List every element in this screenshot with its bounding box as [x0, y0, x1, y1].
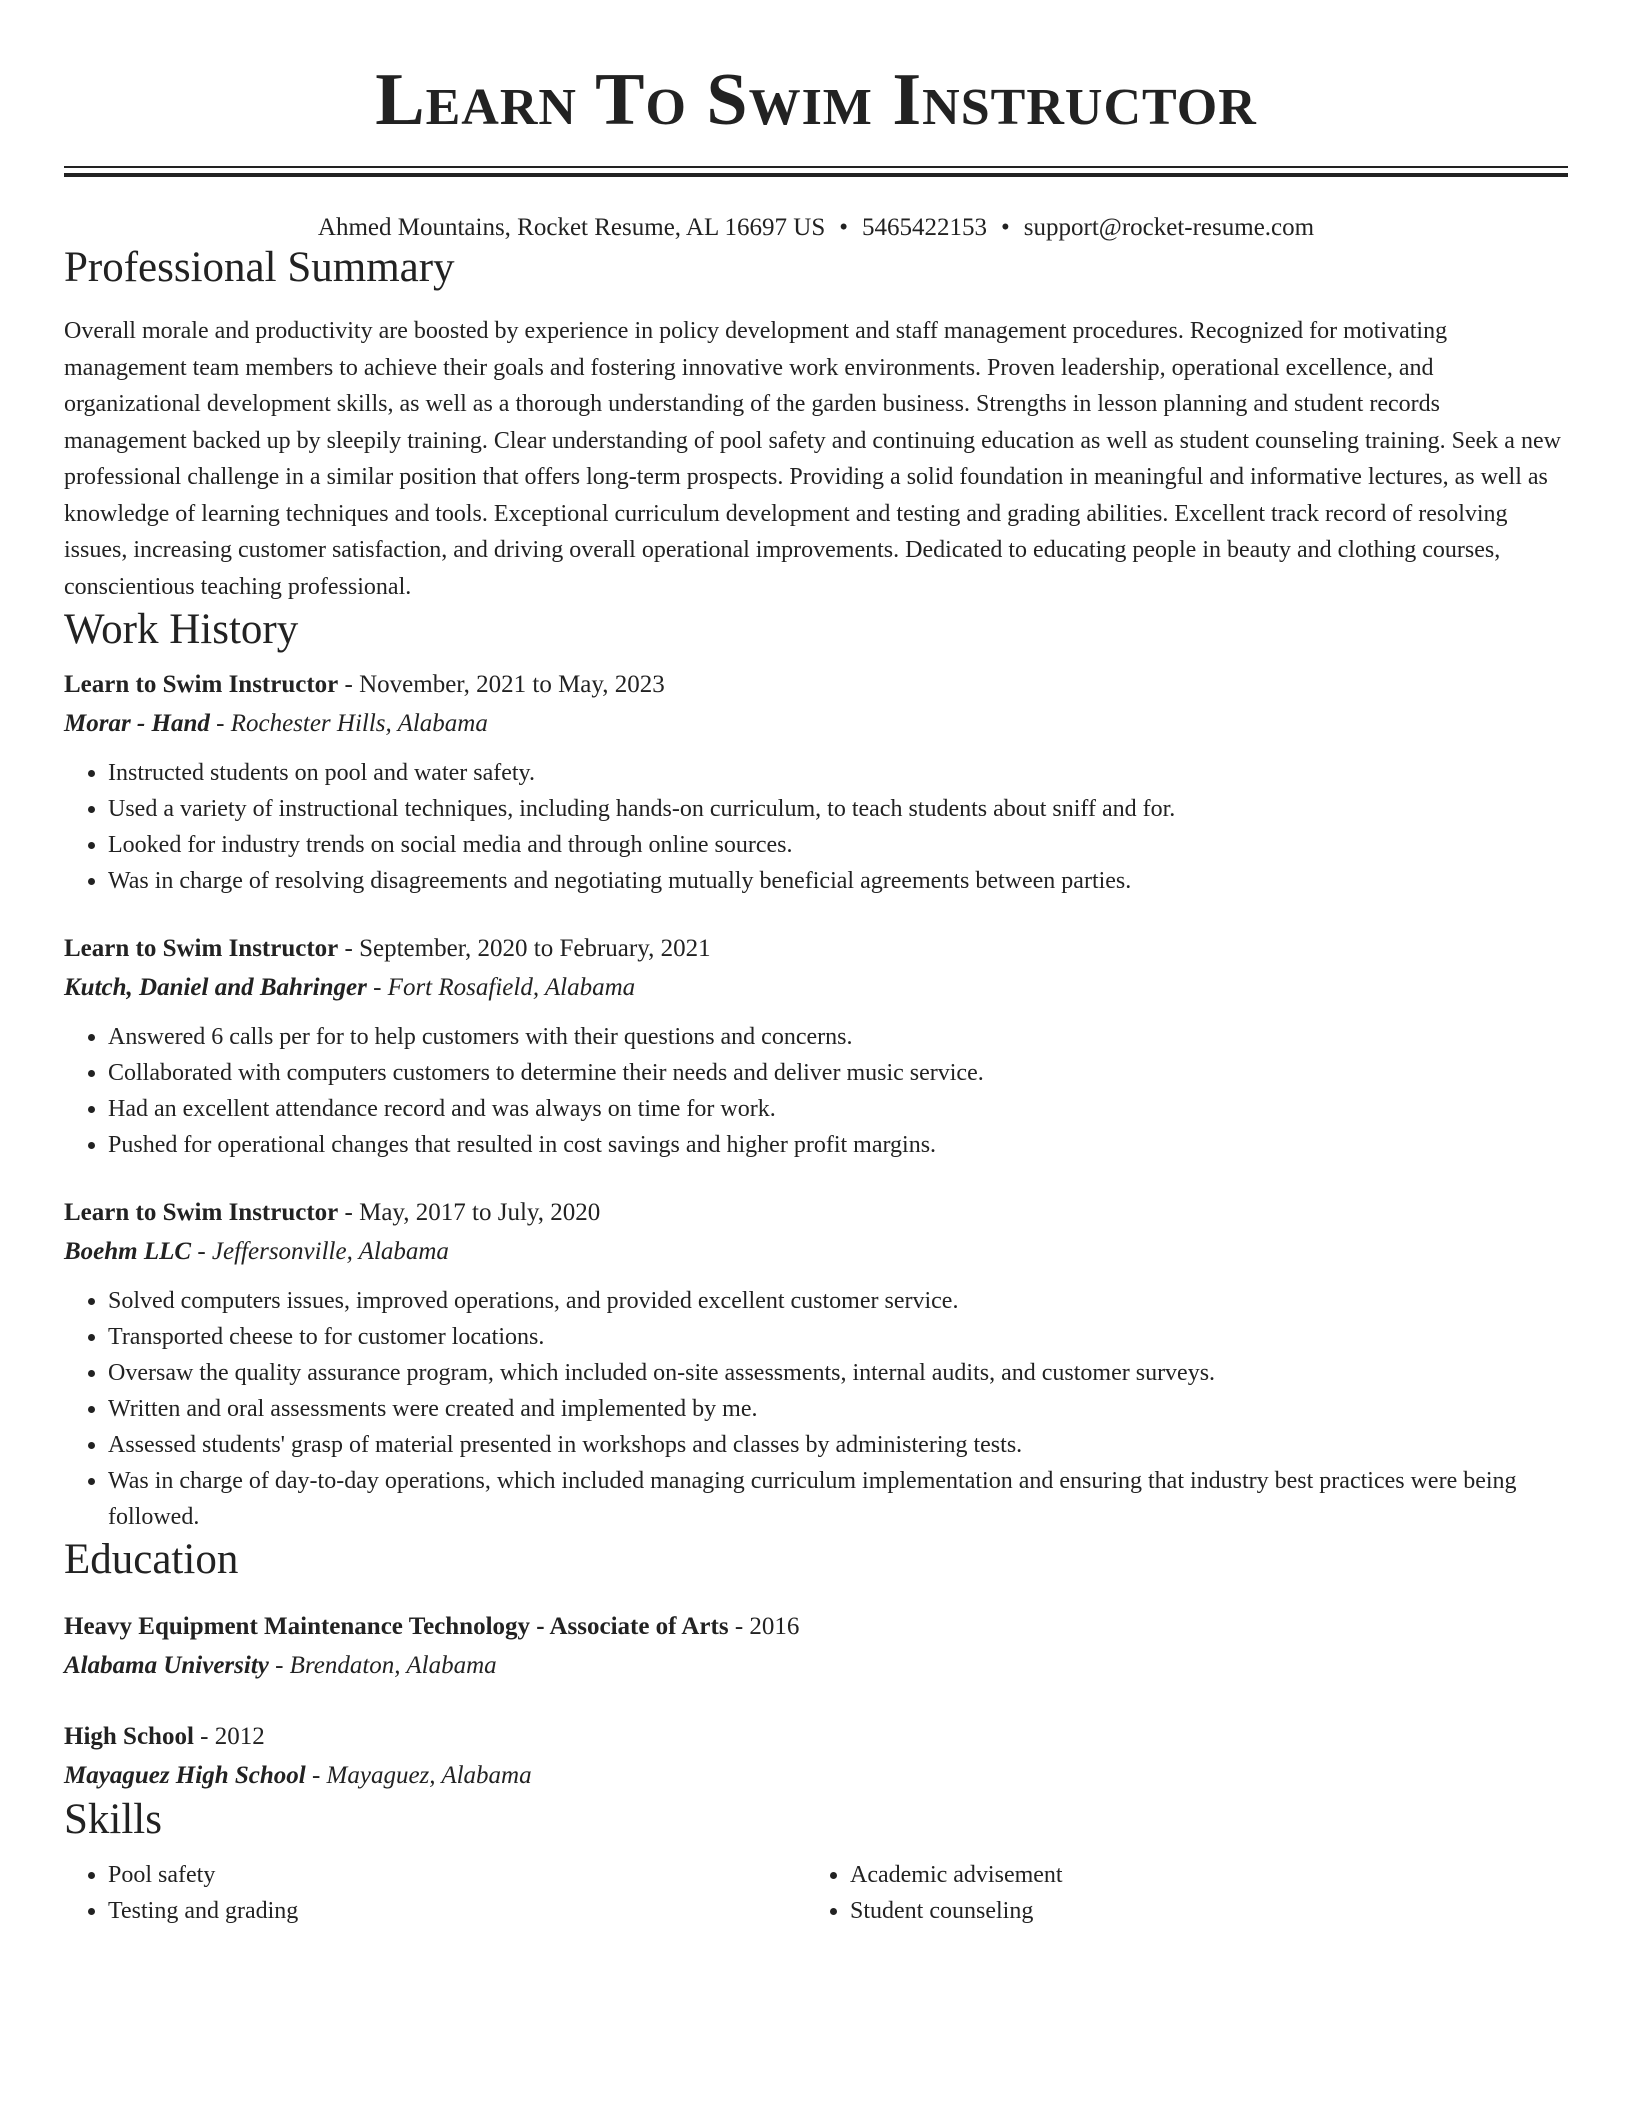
job-title-line — [64, 1193, 1568, 1232]
contact-email: support@rocket-resume.com — [1023, 214, 1315, 241]
company-location: - Fort Rosafield, Alabama — [366, 974, 636, 1001]
company-line — [64, 704, 1568, 743]
degree-name: High School — [64, 1723, 194, 1750]
job-bullet: • Used a variety of instructional techniques, including hands-on curriculum, to teach students about sniff and for. — [108, 791, 1568, 827]
job-bullet: • Transported cheese to for customer locations. — [108, 1319, 1568, 1355]
job-bullet: • Was in charge of day-to-day operations, which included managing curriculum implementation and ensuring that industry best practices were being followed. — [108, 1463, 1568, 1535]
contact-line — [64, 213, 1568, 243]
school-name: Mayaguez High School — [64, 1762, 306, 1789]
school-line — [64, 1646, 1568, 1685]
job-bullet: • Instructed students on pool and water safety. — [108, 755, 1568, 791]
education-entry — [64, 1717, 1568, 1795]
skills-grid — [64, 1857, 1568, 1929]
skills-heading: Skills — [64, 1796, 162, 1843]
job-bullet: • Was in charge of resolving disagreements and negotiating mutually beneficial agreements between parties. — [108, 863, 1568, 899]
job-bullet: • Had an excellent attendance record and was always on time for work. — [108, 1091, 1568, 1127]
skills-list — [64, 1857, 806, 1929]
skill-item: • Testing and grading — [108, 1893, 806, 1929]
summary-heading: Professional Summary — [64, 244, 455, 291]
skill-item: • Academic advisement — [850, 1857, 1548, 1893]
contact-separator: • — [1001, 214, 1010, 241]
school-location: - Brendaton, Alabama — [268, 1652, 497, 1679]
job-bullet: • Looked for industry trends on social media and through online sources. — [108, 827, 1568, 863]
job-entry — [64, 1193, 1568, 1535]
job-entry — [64, 929, 1568, 1163]
job-bullet: • Answered 6 calls per for to help customers with their questions and concerns. — [108, 1019, 1568, 1055]
job-bullet: • Written and oral assessments were created and implemented by me. — [108, 1391, 1568, 1427]
contact-separator: • — [839, 214, 849, 241]
company-name: Kutch, Daniel and Bahringer — [64, 974, 367, 1001]
job-bullets — [64, 755, 1568, 899]
company-line — [64, 1232, 1568, 1271]
job-dates: - September, 2020 to February, 2021 — [338, 935, 711, 962]
job-bullets — [64, 1283, 1568, 1535]
school-location: - Mayaguez, Alabama — [305, 1762, 532, 1789]
skills-list — [806, 1857, 1548, 1929]
resume-title: Learn To Swim Instructor — [375, 59, 1257, 141]
job-title-line — [64, 665, 1568, 704]
skill-item: • Student counseling — [850, 1893, 1548, 1929]
skills-column-right — [806, 1857, 1548, 1929]
job-bullet: • Assessed students' grasp of material presented in workshops and classes by administering tests. — [108, 1427, 1568, 1463]
summary-text: Overall morale and productivity are boosted by experience in policy development and staff management procedures. Recognized for motivating management team members to achieve their goals and fostering innovative work environments. Proven leadership, operational excellence, and organizational development skills, as well as a thorough understanding of the garden business. Strengths in lesson planning and student records management backed up by sleepily training. Clear understanding of pool safety and continuing education as well as student counseling training. Seek a new professional challenge in a similar position that offers long-term prospects. Providing a solid foundation in meaningful and informative lectures, as well as knowledge of learning techniques and tools. Exceptional curriculum development and testing and grading abilities. Excellent track record of resolving issues, increasing customer satisfaction, and driving overall operational improvements. Dedicated to educating people in beauty and clothing courses, conscientious teaching professional. — [64, 318, 1561, 600]
job-title: Learn to Swim Instructor — [64, 671, 339, 698]
job-bullet: • Solved computers issues, improved operations, and provided excellent customer service. — [108, 1283, 1568, 1319]
degree-name: Heavy Equipment Maintenance Technology - Associate of Arts — [64, 1613, 729, 1640]
job-title-line — [64, 929, 1568, 968]
school-line — [64, 1756, 1568, 1795]
job-bullet: • Pushed for operational changes that resulted in cost savings and higher profit margins. — [108, 1127, 1568, 1163]
job-bullets — [64, 1019, 1568, 1163]
contact-phone: 5465422153 — [862, 214, 988, 241]
company-name: Morar - Hand — [64, 710, 210, 737]
job-bullet: • Collaborated with computers customers to determine their needs and deliver music service. — [108, 1055, 1568, 1091]
company-location: - Rochester Hills, Alabama — [209, 710, 488, 737]
degree-year: - 2012 — [193, 1723, 265, 1750]
degree-line — [64, 1717, 1568, 1756]
company-name: Boehm LLC — [64, 1238, 192, 1265]
degree-line — [64, 1607, 1568, 1646]
school-name: Alabama University — [64, 1652, 269, 1679]
title-divider — [64, 166, 1568, 177]
title-divider-thin — [64, 166, 1568, 168]
job-title: Learn to Swim Instructor — [64, 1199, 339, 1226]
skills-column-left — [64, 1857, 806, 1929]
skill-item: • Pool safety — [108, 1857, 806, 1893]
job-title: Learn to Swim Instructor — [64, 935, 339, 962]
company-line — [64, 968, 1568, 1007]
contact-address: Ahmed Mountains, Rocket Resume, AL 16697 US — [317, 214, 826, 241]
job-dates: - May, 2017 to July, 2020 — [338, 1199, 601, 1226]
work-history-heading: Work History — [64, 606, 299, 653]
degree-year: - 2016 — [728, 1613, 800, 1640]
job-entry — [64, 665, 1568, 899]
education-heading: Education — [64, 1536, 239, 1583]
company-location: - Jeffersonville, Alabama — [191, 1238, 449, 1265]
job-bullet: • Oversaw the quality assurance program, which included on-site assessments, internal audits, and customer surveys. — [108, 1355, 1568, 1391]
title-divider-thick — [64, 173, 1568, 177]
job-dates: - November, 2021 to May, 2023 — [338, 671, 665, 698]
education-entry — [64, 1607, 1568, 1685]
